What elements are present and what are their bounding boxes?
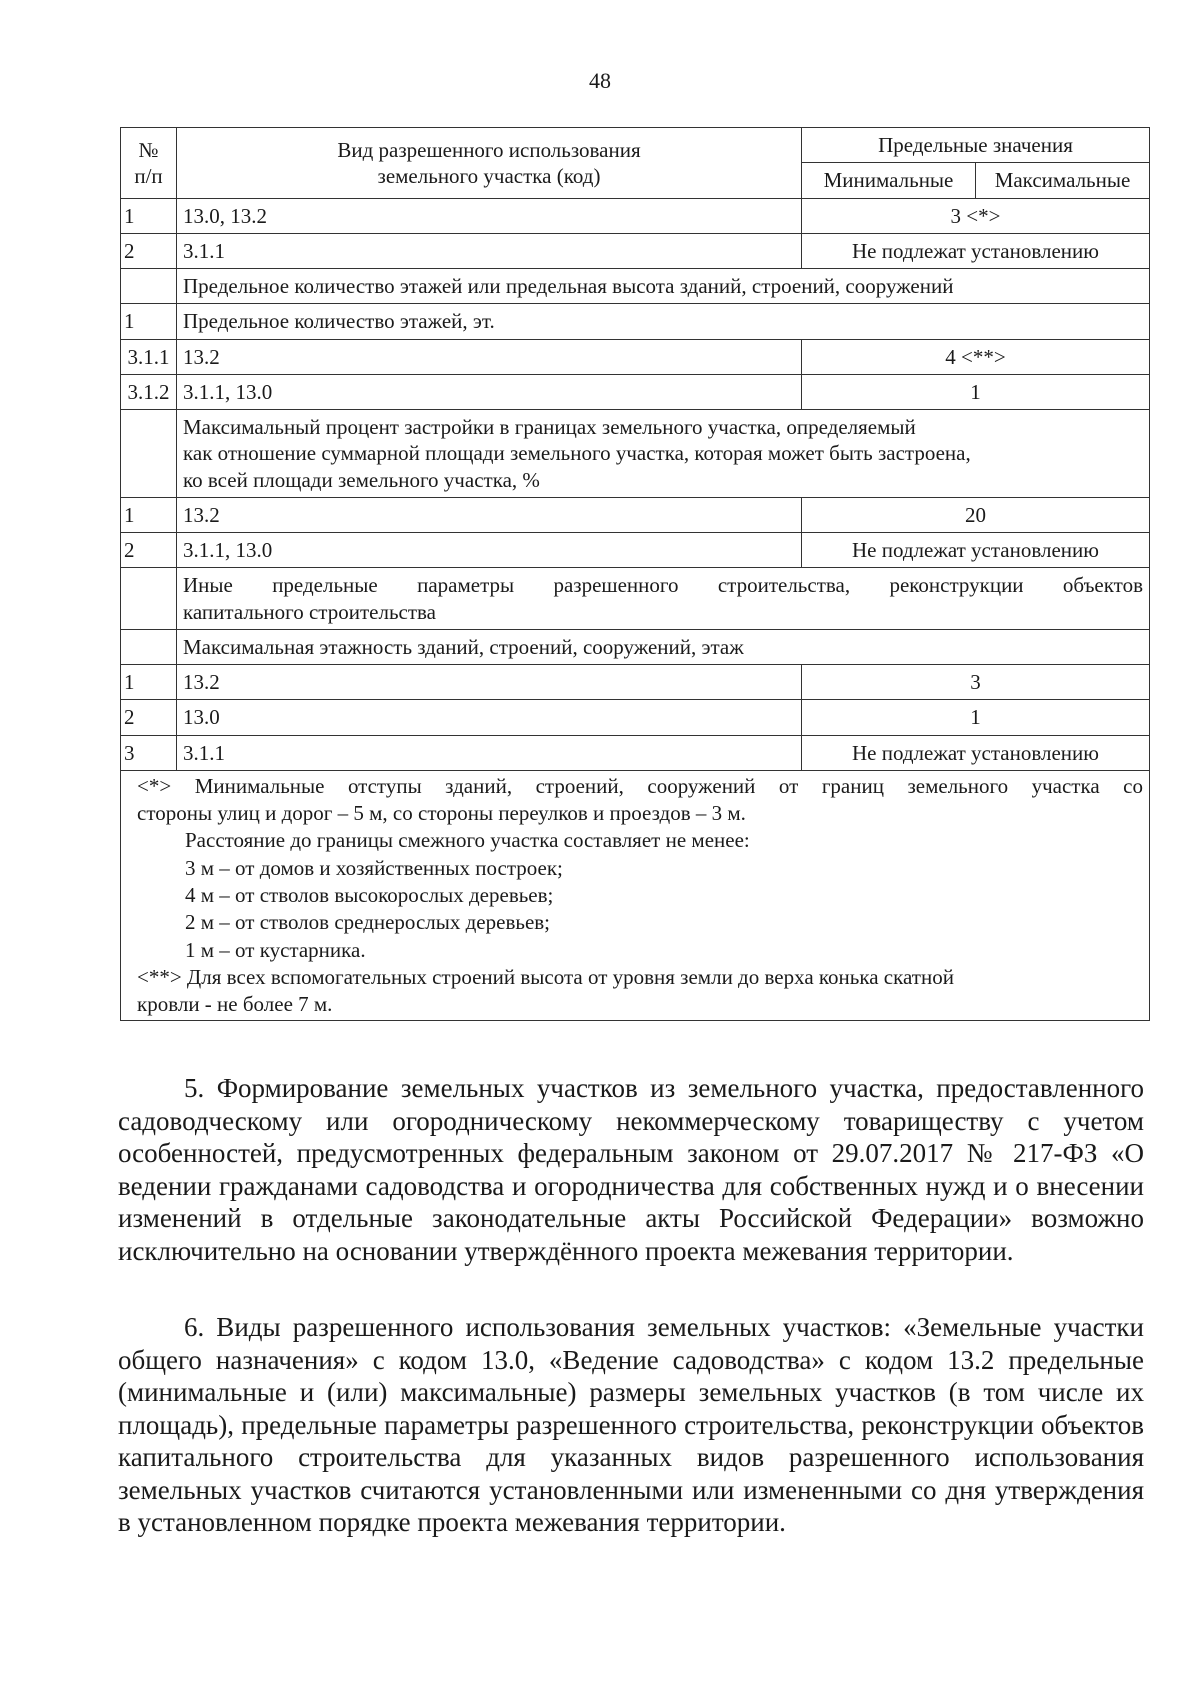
- paragraph-5: 5. Формирование земельных участков из земельного участка, предоставленного садоводческому или огородническому некоммерческому товариществу с учетом особенностей, предусмотренных федеральным законом от 29.07.2017 № 217-ФЗ «О ведении гражданами садоводства и огородничества для собственных нужд и о внесении изменений в отдельные законодательные акты Российской Федерации» возможно исключительно на основании утверждённого проекта межевания территории.: [118, 1073, 1144, 1266]
- header-kind-line2: земельного участка (код): [377, 163, 601, 188]
- row-section: Предельное количество этажей или предельная высота зданий, строений, сооружений: [177, 269, 1150, 304]
- row-num: 3.1.1: [121, 339, 177, 374]
- row-value: 3: [801, 665, 1149, 700]
- row-section: [177, 568, 1150, 630]
- row-section: Максимальная этажность зданий, строений, сооружений, этаж: [177, 629, 1150, 664]
- row-num: 3.1.2: [121, 374, 177, 409]
- row-num: 2: [121, 700, 177, 735]
- row-code: 13.0, 13.2: [177, 198, 802, 233]
- header-kind-cell: [177, 128, 802, 199]
- table-section-row: [121, 629, 1150, 664]
- row-value: Не подлежат установлению: [801, 735, 1149, 770]
- row-num: 2: [121, 533, 177, 568]
- header-max: Максимальные: [975, 163, 1149, 198]
- row-value: Не подлежат установлению: [801, 233, 1149, 268]
- note-line: кровли - не более 7 м.: [137, 992, 333, 1017]
- row-code: 13.2: [177, 497, 802, 532]
- page-number: 48: [589, 68, 611, 93]
- row-value: Не подлежат установлению: [801, 533, 1149, 568]
- row-code: 3.1.1, 13.0: [177, 533, 802, 568]
- paragraph-6: 6. Виды разрешенного использования земельных участков: «Земельные участки общего назначения» с кодом 13.0, «Ведение садоводства» с кодом 13.2 предельные (минимальные и (или) максимальные) размеры земельных участков (в том числе их площадь), предельные параметры разрешенного строительства, реконструкции объектов капитального строительства для указанных видов разрешенного использования земельных участков считаются установленными или измененными со дня утверждения в установленном порядке проекта межевания территории.: [118, 1312, 1144, 1537]
- note-line: 2 м – от стволов среднерослых деревьев;: [185, 910, 551, 935]
- table-header-row: [121, 128, 1150, 163]
- section-line: Иные предельные параметры разрешенного строительства, реконструкции объектов: [183, 573, 1143, 598]
- paragraph-6-block: [118, 1311, 1144, 1539]
- header-num-cell: [121, 128, 177, 199]
- row-code: 13.0: [177, 700, 802, 735]
- table-row: [121, 497, 1150, 532]
- note-line: 4 м – от стволов высокорослых деревьев;: [185, 882, 554, 907]
- table-row: [121, 198, 1150, 233]
- row-code: 3.1.1, 13.0: [177, 374, 802, 409]
- table-notes-row: [121, 770, 1150, 1021]
- table-row: [121, 700, 1150, 735]
- row-code: 13.2: [177, 665, 802, 700]
- table-row: [121, 233, 1150, 268]
- header-num-line1: №: [138, 137, 159, 162]
- header-kind-line1: Вид разрешенного использования: [337, 137, 641, 162]
- row-num: 3: [121, 735, 177, 770]
- note-line: <*> Минимальные отступы зданий, строений, сооружений от границ земельного участка со: [137, 773, 1143, 798]
- row-section: [177, 410, 1150, 498]
- row-num: [121, 629, 177, 664]
- row-num: [121, 568, 177, 630]
- note-line: стороны улиц и дорог – 5 м, со стороны переулков и проездов – 3 м.: [137, 801, 746, 826]
- row-num: [121, 410, 177, 498]
- row-section: Предельное количество этажей, эт.: [177, 304, 1150, 339]
- note-line: <**> Для всех вспомогательных строений высота от уровня земли до верха конька скатной: [137, 964, 954, 989]
- row-code: 3.1.1: [177, 233, 802, 268]
- note-line: 1 м – от кустарника.: [185, 937, 366, 962]
- table-row: [121, 533, 1150, 568]
- row-code: 3.1.1: [177, 735, 802, 770]
- note-line: Расстояние до границы смежного участка составляет не менее:: [185, 828, 750, 853]
- row-num: [121, 269, 177, 304]
- header-num-line2: п/п: [134, 163, 163, 188]
- row-value: 3 <*>: [801, 198, 1149, 233]
- section-line: ко всей площади земельного участка, %: [183, 467, 540, 492]
- row-value: 4 <**>: [801, 339, 1149, 374]
- row-num: 1: [121, 198, 177, 233]
- table-row: [121, 374, 1150, 409]
- regulations-table: [120, 127, 1150, 1021]
- paragraph-5-block: [118, 1072, 1144, 1267]
- section-line: капитального строительства: [183, 599, 436, 624]
- row-value: 20: [801, 497, 1149, 532]
- row-num: 1: [121, 304, 177, 339]
- row-value: 1: [801, 700, 1149, 735]
- header-limits: Предельные значения: [801, 128, 1149, 163]
- row-num: 1: [121, 665, 177, 700]
- row-num: 2: [121, 233, 177, 268]
- table-notes: [121, 770, 1150, 1021]
- table-row: [121, 339, 1150, 374]
- row-value: 1: [801, 374, 1149, 409]
- table-row: [121, 665, 1150, 700]
- header-min: Минимальные: [801, 163, 975, 198]
- row-num: 1: [121, 497, 177, 532]
- table-section-row: [121, 410, 1150, 498]
- section-line: Максимальный процент застройки в границах земельного участка, определяемый: [183, 415, 916, 439]
- note-line: 3 м – от домов и хозяйственных построек;: [185, 855, 563, 880]
- table-row: [121, 735, 1150, 770]
- section-line: как отношение суммарной площади земельного участка, которая может быть застроена,: [183, 441, 971, 466]
- table-section-row: [121, 304, 1150, 339]
- table-section-row: [121, 568, 1150, 630]
- table-section-row: [121, 269, 1150, 304]
- row-code: 13.2: [177, 339, 802, 374]
